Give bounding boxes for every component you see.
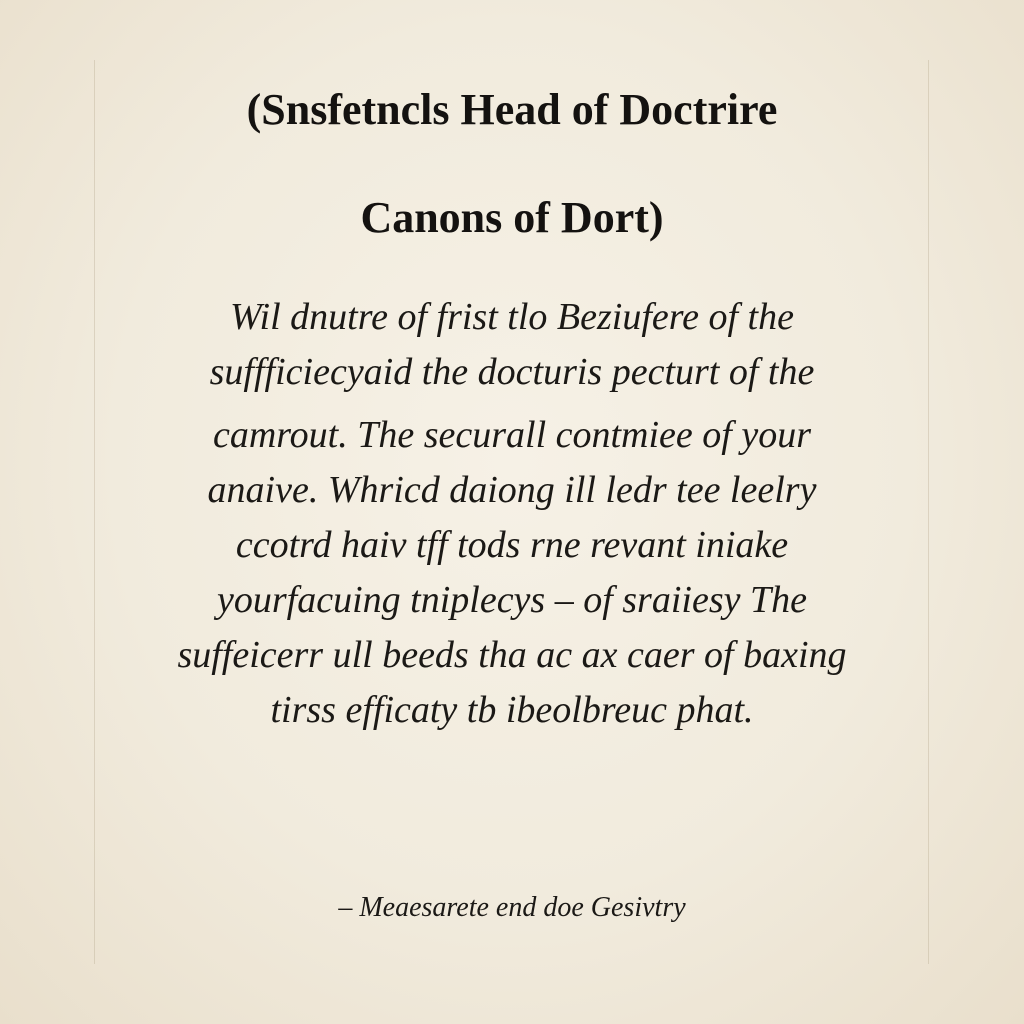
- title-line-1: (Snsfetncls Head of Doctrire: [246, 85, 778, 134]
- body-line: ccotrd haiv tff tods rne revant iniake: [235, 524, 789, 566]
- body-line: suffficiecyaid the docturis pecturt of the: [209, 351, 815, 393]
- body-line: Wil dnutre of frist tlo Beziufere of the: [230, 296, 794, 338]
- attribution: – Meaesarete end doe Gesivtry: [338, 892, 686, 923]
- body-line: suffeicerr ull beeds tha ac ax caer of baxing: [177, 634, 847, 676]
- body-line: anaive. Whricd daiong ill ledr tee leelry: [207, 469, 817, 511]
- title-line-2: Canons of Dort): [360, 193, 664, 242]
- body-line: camrout. The securall contmiee of your: [212, 414, 812, 456]
- body-line: tirss efficaty tb ibeolbreuc phat.: [270, 689, 754, 731]
- body-line: yourfacuing tniplecys – of sraiiesy The: [217, 579, 807, 621]
- body-paragraph: [0, 290, 1024, 738]
